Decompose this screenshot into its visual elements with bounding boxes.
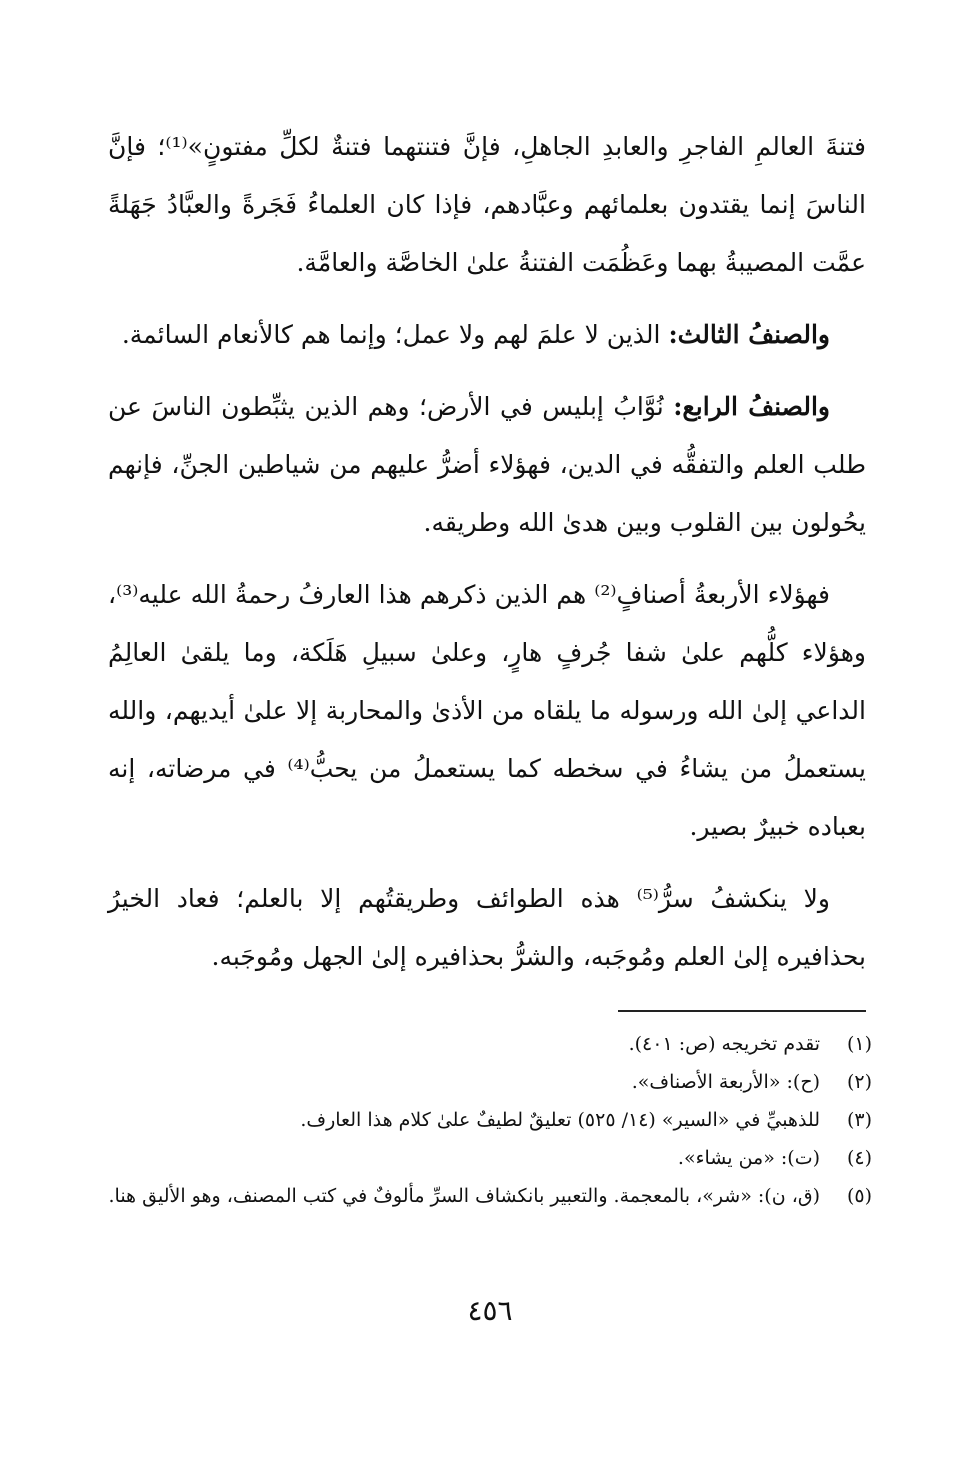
footnote-text: (ت): «من يشاء».: [677, 1147, 820, 1169]
paragraph-1: [108, 118, 866, 292]
footnote-1: [108, 1028, 872, 1060]
footnote-text: (ق، ن): «شر»، بالمعجمة. والتعبير بانكشاف السرِّ مألوفٌ في كتب المصنف، وهو الأليق هنا.: [108, 1185, 820, 1207]
paragraph-lead: والصنفُ الرابع:: [673, 392, 830, 421]
paragraph-lead: والصنفُ الثالث:: [668, 320, 830, 349]
footnote-number: (٣): [846, 1109, 872, 1131]
footnote-divider: [618, 1010, 866, 1012]
paragraph-text: فتنةَ العالمِ الفاجرِ والعابدِ الجاهلِ، فإنَّ فتنتهما فتنةٌ لكلِّ مفتونٍ»⁽¹⁾؛ فإنَّ الناسَ إنما يقتدون بعلمائهم وعبَّادهم، فإذا كان العلماءُ فَجَرةً والعبَّادُ جَهَلةً عمَّت المصيبةُ بهما وعَظُمَت الفتنةُ علىٰ الخاصَّة والعامَّة.: [108, 132, 866, 277]
paragraph-4: [108, 566, 866, 856]
paragraph-text: ولا ينكشفُ سرُّ⁽⁵⁾ هذه الطوائف وطريقتُهم إلا بالعلم؛ فعاد الخيرُ بحذافيره إلىٰ العلم ومُوجَبه، والشرُّ بحذافيره إلىٰ الجهل ومُوجَبه.: [108, 884, 866, 971]
paragraph-5: [108, 870, 866, 986]
footnote-5: [108, 1180, 872, 1212]
paragraph-text: الذين لا علمَ لهم ولا عمل؛ وإنما هم كالأنعام السائمة.: [121, 320, 669, 349]
main-text: [108, 118, 866, 1000]
footnotes: [108, 1028, 872, 1218]
footnote-number: (٥): [846, 1185, 872, 1207]
footnote-text: تقدم تخريجه (ص: ٤٠١).: [628, 1033, 820, 1055]
footnote-text: (ح): «الأربعة الأصناف».: [631, 1071, 820, 1093]
footnote-4: [108, 1142, 872, 1174]
page-number: ٤٥٦: [467, 1294, 513, 1327]
footnote-text: للذهبيِّ في «السير» (١٤/ ٥٢٥) تعليقٌ لطيفٌ علىٰ كلام هذا العارف.: [300, 1109, 820, 1131]
paragraph-2: [108, 306, 866, 364]
footnote-number: (٢): [846, 1071, 872, 1093]
paragraph-text: فهؤلاء الأربعةُ أصنافٍ⁽²⁾ هم الذين ذكرهم هذا العارفُ رحمةُ الله عليه⁽³⁾، وهؤلاء كلُّهم علىٰ شفا جُرفٍ هارٍ، وعلىٰ سبيلِ هَلَكة، وما يلقىٰ العالِمُ الداعي إلىٰ الله ورسوله ما يلقاه من الأذىٰ والمحاربة إلا علىٰ أيديهم، والله يستعملُ من يشاءُ في سخطه كما يستعملُ من يحبُّ⁽⁴⁾ في مرضاته، إنه بعباده خبيرٌ بصير.: [108, 580, 867, 841]
footnote-2: [108, 1066, 872, 1098]
paragraph-3: [108, 378, 866, 552]
footnote-3: [108, 1104, 872, 1136]
footnote-number: (١): [846, 1033, 872, 1055]
footnote-number: (٤): [846, 1147, 872, 1169]
paragraph-text: نُوَّابُ إبليس في الأرض؛ وهم الذين يثبِّطون الناسَ عن طلب العلم والتفقُّه في الدين، فهؤلاء أضرُّ عليهم من شياطين الجنِّ، فإنهم يحُولون بين القلوب وبين هدىٰ الله وطريقه.: [108, 392, 866, 537]
